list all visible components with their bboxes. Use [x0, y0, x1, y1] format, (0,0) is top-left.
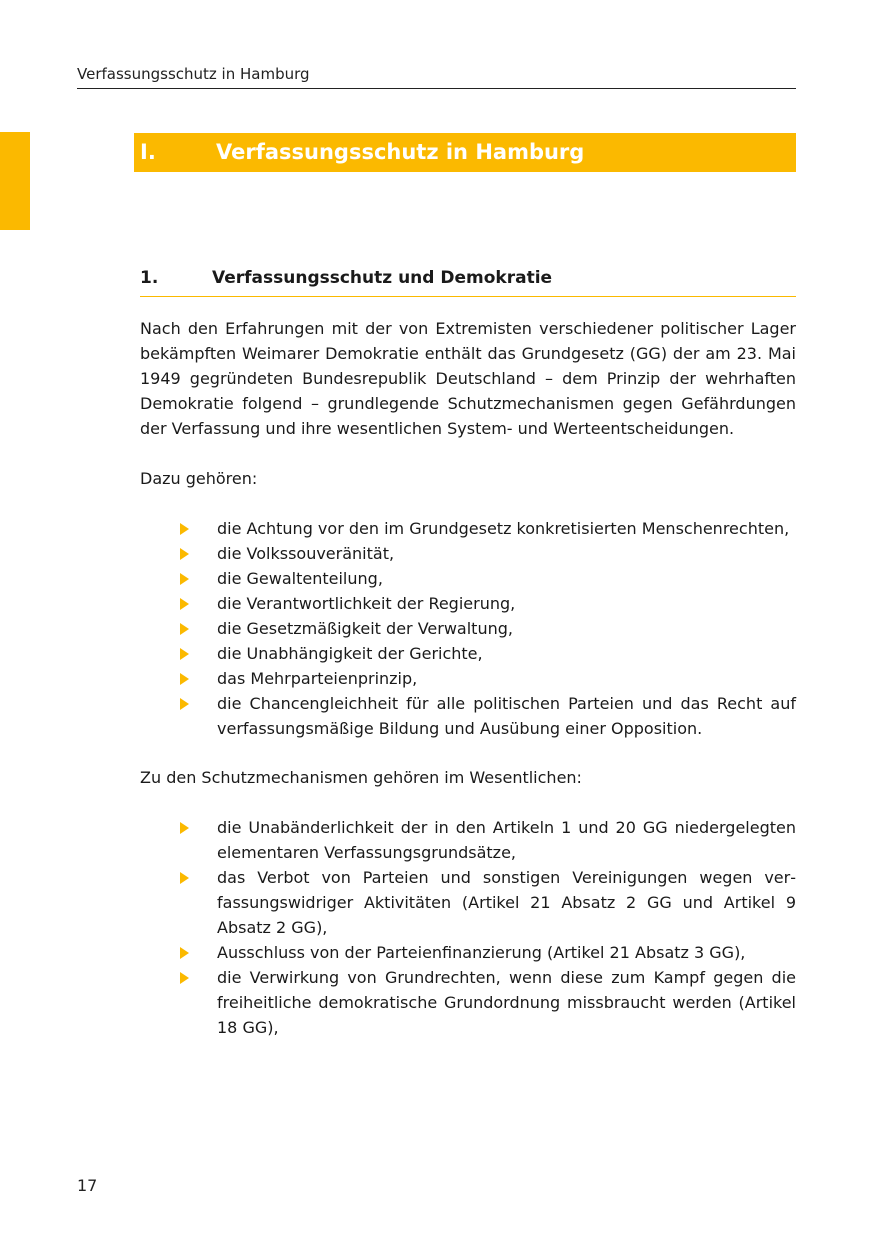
triangle-bullet-icon [180, 872, 189, 884]
mechanisms-label: Zu den Schutzmechanismen gehören im Wesentlichen: [140, 768, 582, 787]
chapter-side-tab [0, 132, 30, 230]
list-item [140, 616, 796, 641]
running-head: Verfassungsschutz in Hamburg [77, 64, 796, 89]
section-number: 1. [140, 268, 159, 288]
triangle-bullet-icon [180, 548, 189, 560]
page-number: 17 [77, 1176, 98, 1195]
triangle-bullet-icon [180, 698, 189, 710]
list-item-text: die Unabänderlichkeit der in den Artikeln 1 und 20 GG niedergelegten elementaren Verfassungsgrundsätze, [217, 818, 796, 862]
list-item-text: die Verantwortlichkeit der Regierung, [217, 594, 516, 613]
dazu-label: Dazu gehören: [140, 469, 258, 488]
list-item-text: die Gesetzmäßigkeit der Verwaltung, [217, 619, 513, 638]
triangle-bullet-icon [180, 598, 189, 610]
list-item-text: die Verwirkung von Grundrechten, wenn diese zum Kampf gegen die freiheitliche demokratische Grundordnung missbraucht werden (Artikel 18 GG), [217, 968, 796, 1037]
list-item-text: das Mehrparteienprinzip, [217, 669, 418, 688]
chapter-heading [134, 133, 796, 172]
triangle-bullet-icon [180, 648, 189, 660]
list-item [140, 691, 796, 741]
list-item-text: die Volkssouveränität, [217, 544, 395, 563]
triangle-bullet-icon [180, 822, 189, 834]
mechanisms-list [140, 815, 796, 1040]
triangle-bullet-icon [180, 573, 189, 585]
triangle-bullet-icon [180, 673, 189, 685]
list-item-text: die Gewaltenteilung, [217, 569, 383, 588]
list-item [140, 641, 796, 666]
list-item [140, 666, 796, 691]
list-item [140, 815, 796, 865]
section-heading [140, 264, 796, 297]
intro-paragraph: Nach den Erfahrungen mit der von Extremisten verschiedener politischer Lager bekämpften Weimarer Demokratie enthält das Grundgesetz (GG) der am 23. Mai 1949 gegründeten Bundesrepublik Deutschland – dem Prinzip der wehrhaften Demokratie folgend – grundlegende Schutzmechanismen gegen Gefährdungen der Verfassung und ihre wesentlichen System- und Werteentscheidungen. [140, 319, 796, 438]
list-item [140, 516, 796, 541]
list-item-text: Ausschluss von der Parteienfinanzierung (Artikel 21 Absatz 3 GG), [217, 943, 746, 962]
triangle-bullet-icon [180, 947, 189, 959]
chapter-number: I. [140, 140, 156, 164]
principles-list [140, 516, 796, 741]
body-text [140, 316, 796, 1040]
list-item [140, 591, 796, 616]
list-item-text: die Achtung vor den im Grundgesetz konkretisierten Menschenrechten, [217, 519, 790, 538]
list-item-text: das Verbot von Parteien und sonstigen Vereinigungen wegen verfassungswidriger Aktivitäten (Artikel 21 Absatz 2 GG und Artikel 9 Absatz 2 GG), [217, 868, 796, 937]
list-item-text: die Chancengleichheit für alle politischen Parteien und das Recht auf verfassungsmäßige Bildung und Ausübung einer Opposition. [217, 694, 796, 738]
list-item [140, 940, 796, 965]
triangle-bullet-icon [180, 523, 189, 535]
list-item [140, 566, 796, 591]
section-title: Verfassungsschutz und Demokratie [212, 268, 553, 288]
chapter-title: Verfassungsschutz in Hamburg [216, 140, 585, 164]
triangle-bullet-icon [180, 972, 189, 984]
list-item [140, 541, 796, 566]
list-item-text: die Unabhängigkeit der Gerichte, [217, 644, 483, 663]
triangle-bullet-icon [180, 623, 189, 635]
list-item [140, 965, 796, 1040]
list-item [140, 865, 796, 940]
